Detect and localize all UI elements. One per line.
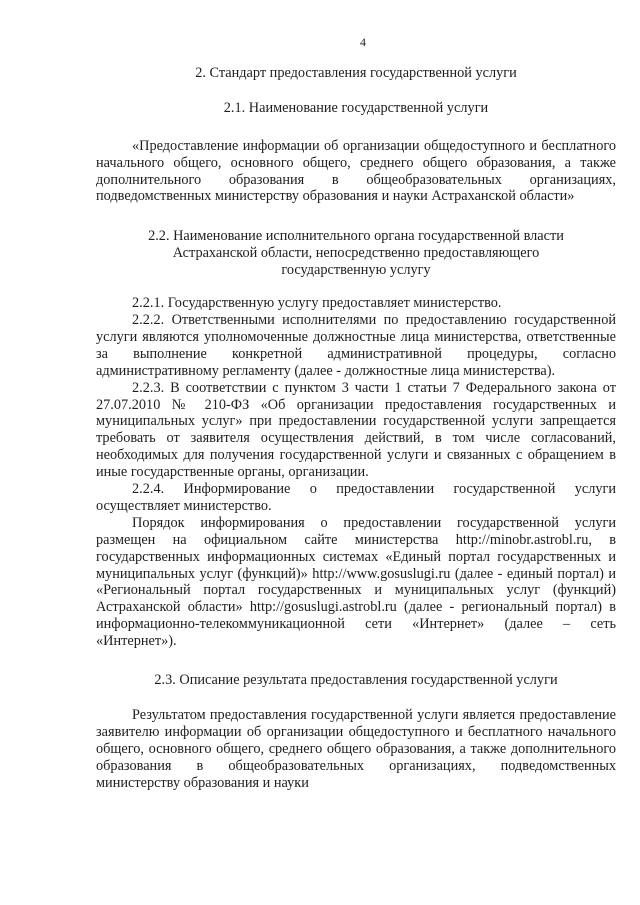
paragraph-informing-procedure: Порядок информирования о предоставлении государственной услуги размещен на официальном сайте министерства http://minobr.astrobl.ru, в государственных информационных системах «Единый портал государственных и муниципальных услуг (функций)» http://www.gosuslugi.ru (далее - единый портал) и «Региональный портал государственных и муниципальных услуг (функций) Астраханской области» http://gosuslugi.astrobl.ru (далее - региональный портал) в информационно-телекоммуникационной сети «Интернет» (далее – сеть «Интернет»). [96, 514, 616, 650]
page-number: 4 [360, 35, 366, 49]
subsection-2-1-title: 2.1. Наименование государственной услуги [223, 99, 489, 116]
section-title: 2. Стандарт предоставления государственной услуги [195, 64, 517, 81]
paragraph-2-2-2: 2.2.2. Ответственными исполнителями по предоставлению государственной услуги являются уполномоченные должностные лица министерства, ответственные за выполнение конкретной административной процедуры, согласно административному регламенту (далее - должностные лица министерства). [96, 311, 616, 379]
subsection-2-2-title: 2.2. Наименование исполнительного органа государственной власти Астраханской области, непосредственно предоставляющего государственную услугу [148, 228, 564, 279]
paragraph-2-2-3: 2.2.3. В соответствии с пунктом 3 части 1 статьи 7 Федерального закона от 27.07.2010 № 210-ФЗ «Об организации предоставления государственных и муниципальных услуг» при предоставлении государственной услуги запрещается требовать от заявителя осуществления действий, в том числе согласований, необходимых для получения государственной услуги и связанных с обращением в иные государственные органы, организации. [96, 379, 616, 481]
paragraph-2-2-4: 2.2.4. Информирование о предоставлении государственной услуги осуществляет министерство. [96, 481, 616, 514]
subsection-2-3-title: 2.3. Описание результата предоставления государственной услуги [154, 672, 558, 689]
result-paragraph: Результатом предоставления государственной услуги является предоставление заявителю информации об организации общедоступного и бесплатного начального общего, основного общего, среднего общего образования, а также дополнительного образования в общеобразовательных организациях, подведомственных министерству образования и науки [96, 707, 616, 791]
paragraph-2-2-1: 2.2.1. Государственную услугу предоставляет министерство. [132, 295, 502, 312]
service-name-paragraph: «Предоставление информации об организации общедоступного и бесплатного начального общего, основного общего, среднего общего образования, а также дополнительного образования в общеобразовательных организациях, подведомственных министерству образования и науки Астраханской области» [96, 137, 616, 205]
